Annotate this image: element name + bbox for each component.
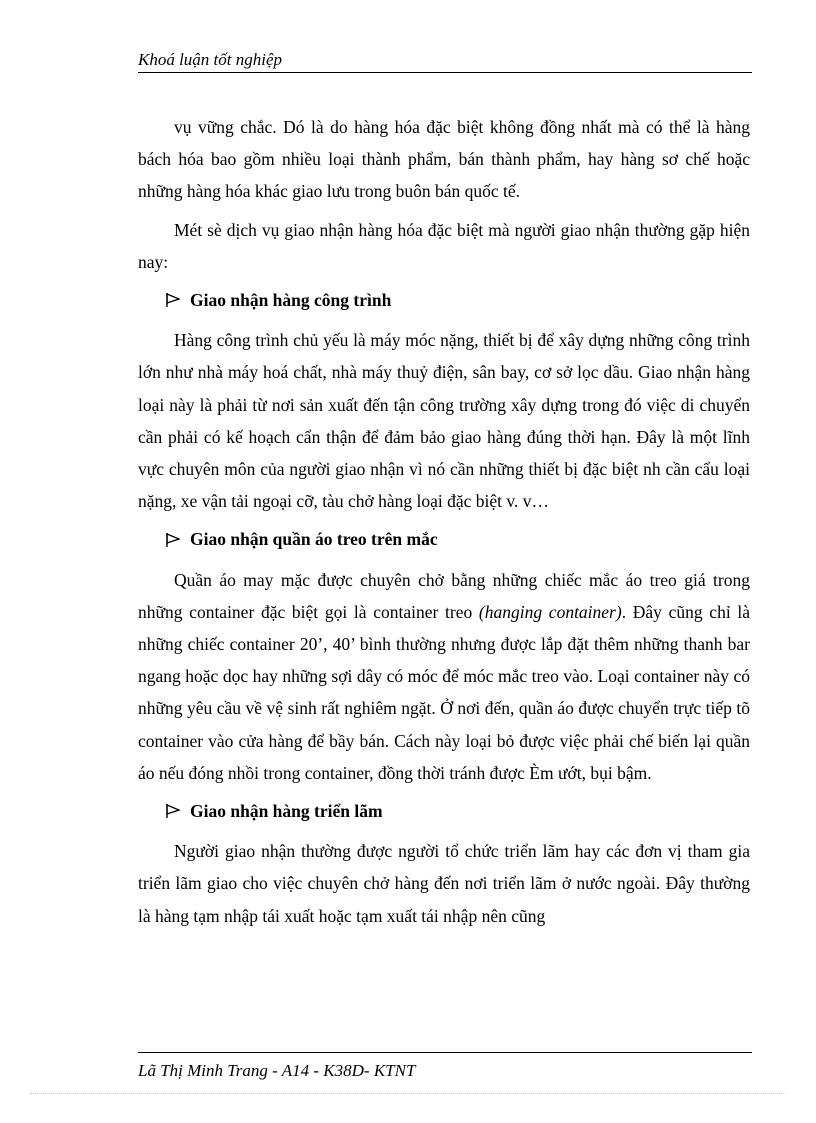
page-footer <box>138 1052 752 1081</box>
page-edge-divider <box>30 1093 786 1094</box>
flag-icon <box>164 291 182 309</box>
footer-author: Lã Thị Minh Trang - A14 - K38D- KTNT <box>138 1061 416 1080</box>
section-heading-text: Giao nhận quần áo treo trên mắc <box>190 529 438 550</box>
section-heading-3 <box>164 795 750 827</box>
paragraph-4-italic: (hanging container) <box>478 601 622 622</box>
flag-icon <box>164 802 182 820</box>
page-header <box>138 50 752 73</box>
paragraph-4-part-a: Quần áo may mặc được chuyên chở bằng những chiếc mắc áo treo giá trong những container đặc biệt gọi là container treo <box>138 569 750 622</box>
section-heading-text: Giao nhận hàng công trình <box>190 290 392 311</box>
section-heading-text: Giao nhận hàng triển lãm <box>190 801 383 822</box>
paragraph-5: Người giao nhận thường được người tổ chức triển lãm hay các đơn vị tham gia triển lãm giao cho việc chuyên chở hàng đến nơi triển lãm ở nước ngoài. Đây thường là hàng tạm nhập tái xuất hoặc tạm xuất tái nhập nên cũng <box>138 841 750 926</box>
document-body <box>138 111 750 938</box>
paragraph-1: vụ vững chắc. Dó là do hàng hóa đặc biệt không đồng nhất mà có thể là hàng bách hóa bao gồm nhiều loại thành phẩm, bán thành phẩm, hay hàng sơ chế hoặc những hàng hóa khác giao lưu trong buôn bán quốc tế. <box>138 117 750 202</box>
paragraph-2: Mét sè dịch vụ giao nhận hàng hóa đặc biệt mà người giao nhận thường gặp hiện nay: <box>138 219 750 272</box>
paragraph-3: Hàng công trình chủ yếu là máy móc nặng, thiết bị để xây dựng những công trình lớn như nhà máy hoá chất, nhà máy thuỷ điện, sân bay, cơ sở lọc dầu. Giao nhận hàng loại này là phải từ nơi sản xuất đến tận công trường xây dựng trong đó việc di chuyển cần phải có kế hoạch cẩn thận để đảm bảo giao hàng đúng thời hạn. Đây là một lĩnh vực chuyên môn của người giao nhận vì nó cần những thiết bị đặc biệt nh cần cẩu loại nặng, xe vận tải ngoại cỡ, tàu chở hàng loại đặc biệt v. v… <box>138 330 750 512</box>
flag-icon <box>164 531 182 549</box>
paragraph-4 <box>138 564 750 789</box>
paragraph-4-part-c: . Đây cũng chỉ là những chiếc container 20’, 40’ bình thường nhưng được lắp đặt thêm những thanh bar ngang hoặc dọc hay những sợi dây có móc để móc mắc treo vào. Loại container này có những yêu cầu về vệ sinh rất nghiêm ngặt. Ở nơi đến, quần áo được chuyển trực tiếp tõ container vào cửa hàng để bầy bán. Cách này loại bỏ được việc phải chế biến lại quần áo nếu đóng nhồi trong container, đồng thời tránh được Èm ướt, bụi bậm. <box>138 601 751 783</box>
section-heading-2 <box>164 523 750 555</box>
section-heading-1 <box>164 284 750 316</box>
header-title: Khoá luận tốt nghiệp <box>138 50 283 69</box>
